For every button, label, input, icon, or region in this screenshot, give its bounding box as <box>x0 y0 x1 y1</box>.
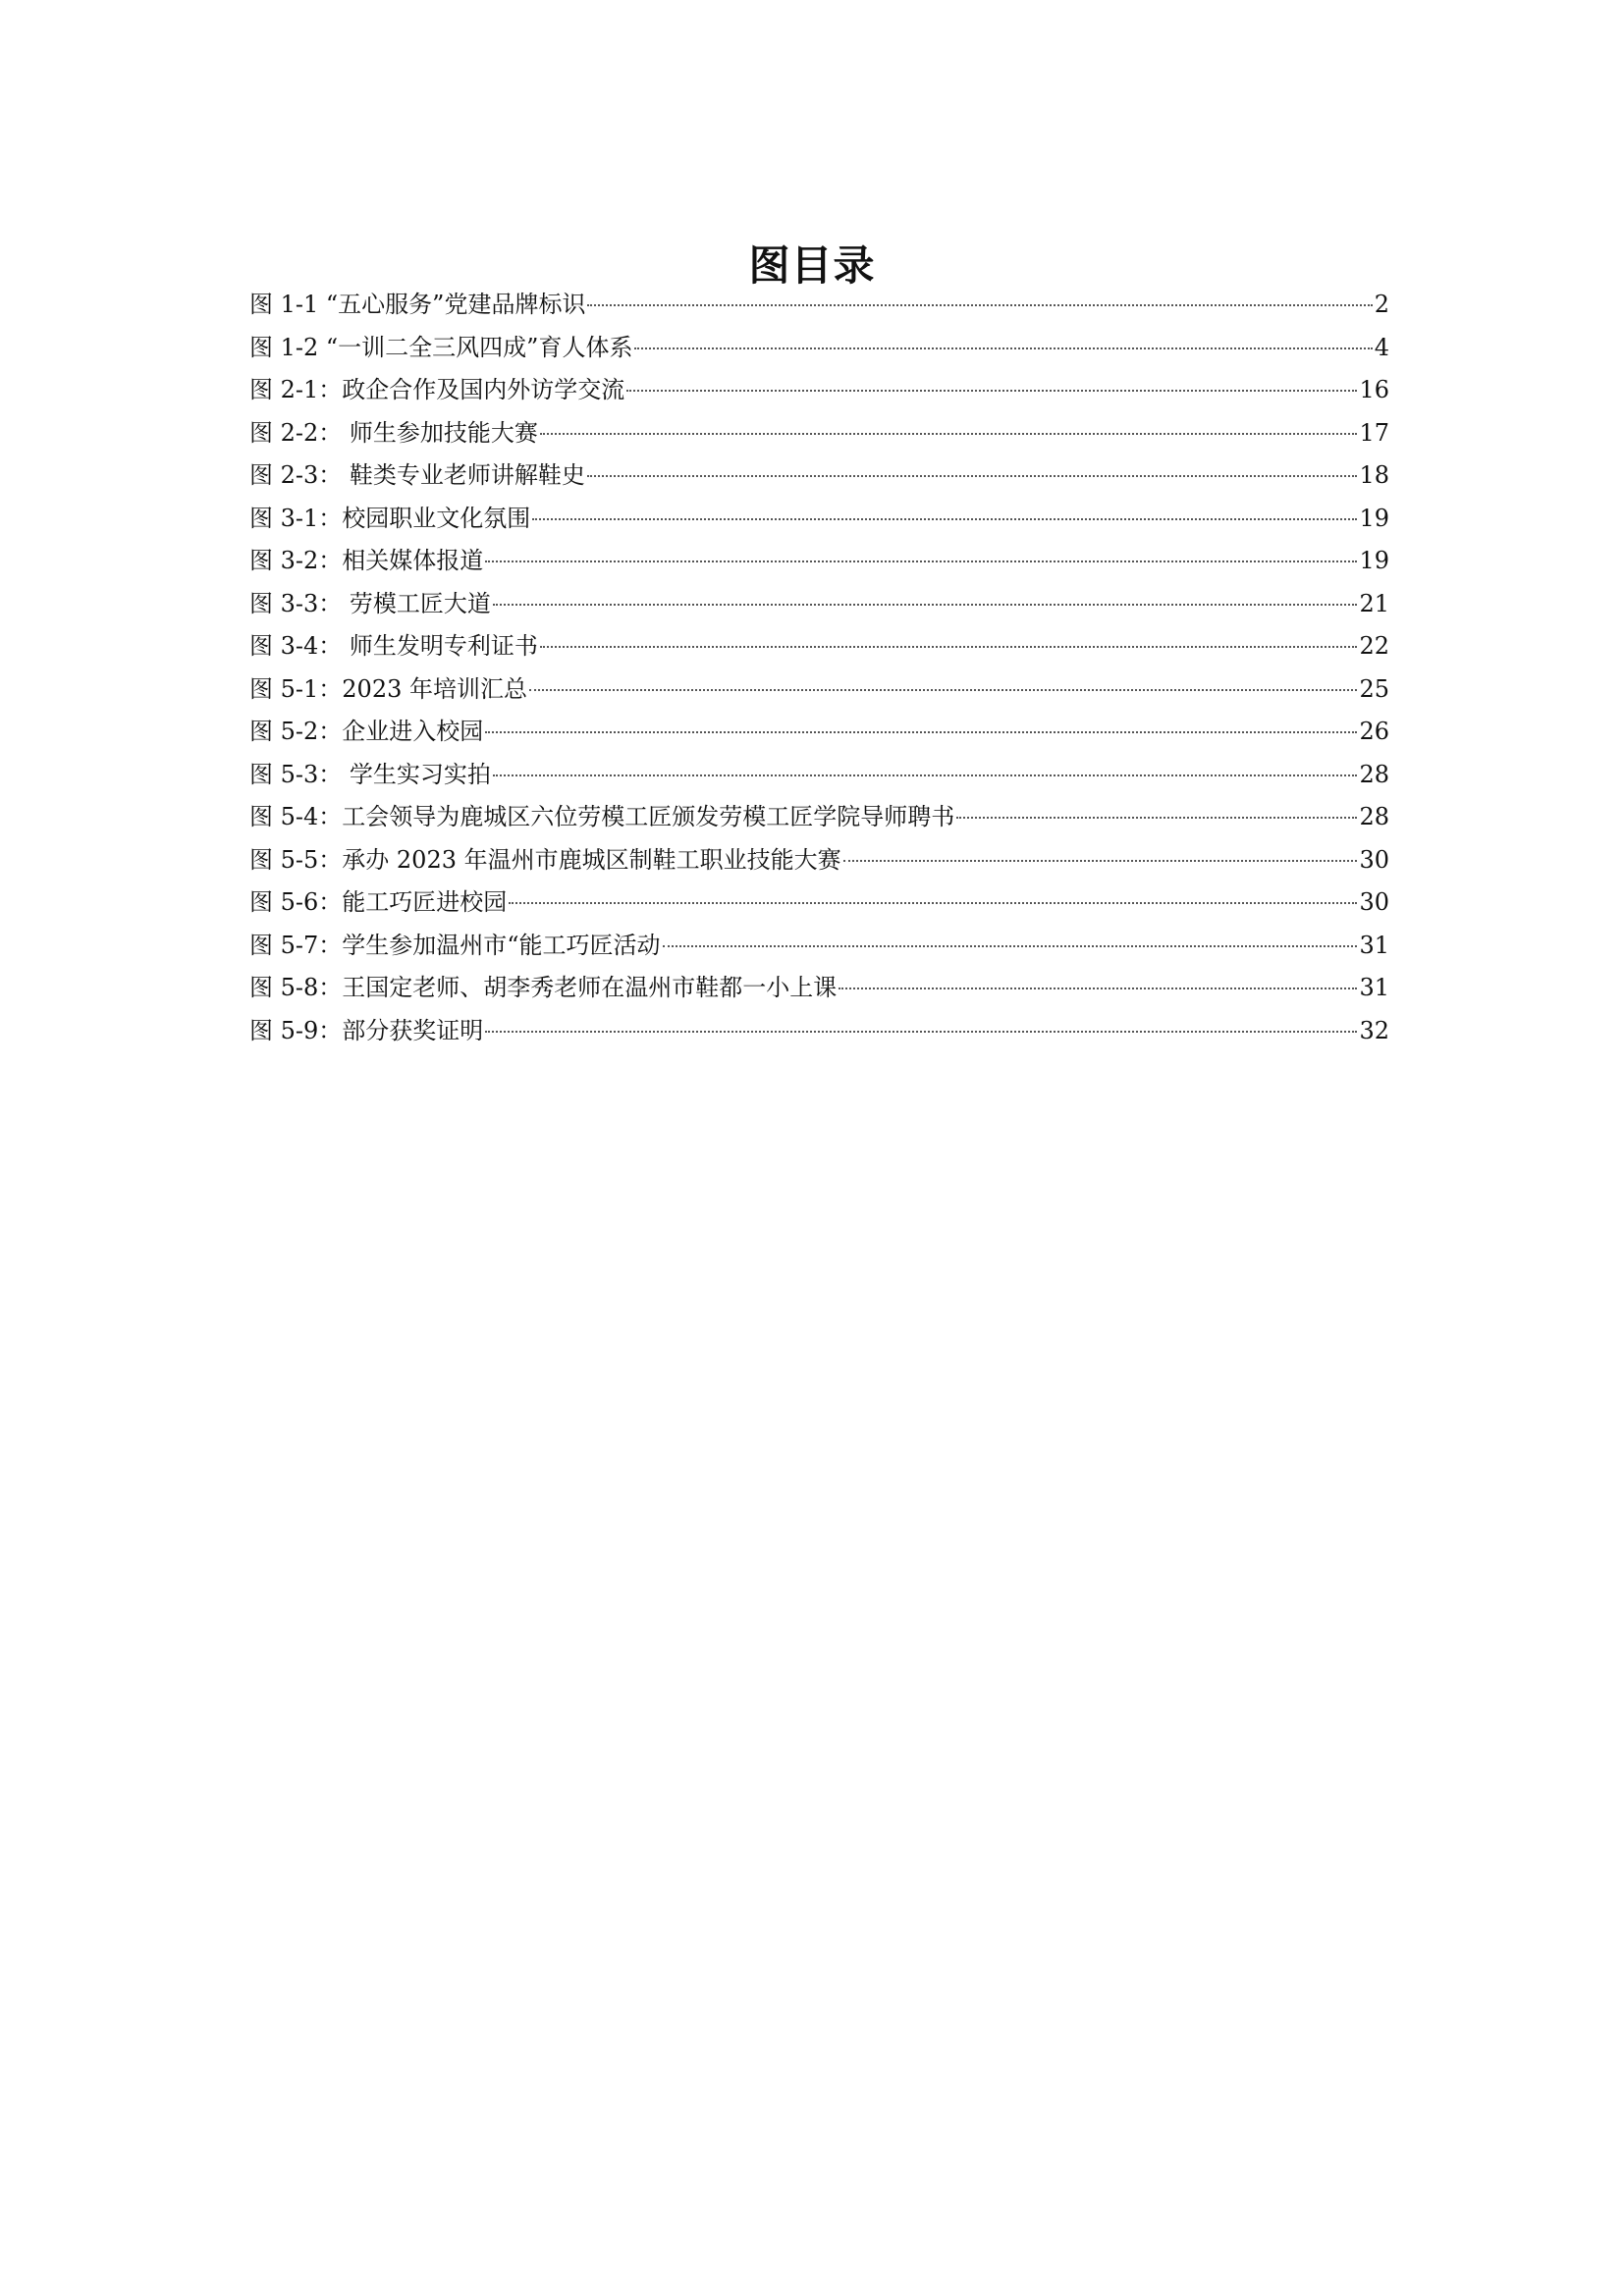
figure-list <box>249 284 1389 1052</box>
figure-entry[interactable] <box>249 711 1389 754</box>
entry-label: 图 3-3： 劳模工匠大道 <box>249 589 491 617</box>
entry-page-number: 18 <box>1359 461 1389 489</box>
entry-page-number: 19 <box>1359 504 1389 532</box>
entry-page-number: 30 <box>1359 845 1389 874</box>
entry-page-number: 2 <box>1374 291 1389 318</box>
figure-entry[interactable] <box>249 284 1389 327</box>
entry-label: 图 5-5：承办 2023 年温州市鹿城区制鞋工职业技能大赛 <box>249 845 841 874</box>
entry-page-number: 28 <box>1359 803 1389 830</box>
entry-label: 图 5-3： 学生实习实拍 <box>249 760 491 788</box>
entry-label: 图 2-3： 鞋类专业老师讲解鞋史 <box>249 461 585 489</box>
entry-label: 图 5-8：王国定老师、胡李秀老师在温州市鞋都一小上课 <box>249 974 838 1001</box>
entry-page-number: 32 <box>1359 1016 1389 1044</box>
figure-entry[interactable] <box>249 454 1389 498</box>
figure-entry[interactable] <box>249 925 1389 968</box>
entry-page-number: 31 <box>1359 931 1389 959</box>
entry-page-number: 4 <box>1374 333 1389 361</box>
figure-entry[interactable] <box>249 412 1389 455</box>
dot-leader <box>839 987 1357 989</box>
entry-page-number: 30 <box>1359 888 1389 916</box>
figure-entry[interactable] <box>249 583 1389 626</box>
figure-entry[interactable] <box>249 839 1389 882</box>
figure-entry[interactable] <box>249 668 1389 712</box>
figure-entry[interactable] <box>249 796 1389 839</box>
entry-page-number: 17 <box>1359 418 1389 447</box>
dot-leader <box>587 303 1372 306</box>
entry-page-number: 19 <box>1359 547 1389 574</box>
entry-label: 图 5-2：企业进入校园 <box>249 718 484 745</box>
dot-leader <box>485 560 1357 562</box>
dot-leader <box>532 517 1357 520</box>
dot-leader <box>634 347 1372 349</box>
dot-leader <box>485 1030 1357 1033</box>
dot-leader <box>485 730 1357 733</box>
entry-label: 图 2-2： 师生参加技能大赛 <box>249 418 538 447</box>
dot-leader <box>493 774 1358 776</box>
entry-label: 图 3-4： 师生发明专利证书 <box>249 632 538 660</box>
entry-label: 图 5-6：能工巧匠进校园 <box>249 888 508 916</box>
figure-entry[interactable] <box>249 967 1389 1010</box>
entry-page-number: 28 <box>1359 760 1389 788</box>
dot-leader <box>626 389 1357 392</box>
dot-leader <box>509 901 1357 904</box>
dot-leader <box>587 474 1358 477</box>
entry-label: 图 5-1：2023 年培训汇总 <box>249 674 527 703</box>
figure-entry[interactable] <box>249 498 1389 541</box>
entry-page-number: 16 <box>1359 376 1389 403</box>
entry-page-number: 22 <box>1359 632 1389 660</box>
entry-label: 图 3-2：相关媒体报道 <box>249 547 484 574</box>
entry-page-number: 21 <box>1359 589 1389 617</box>
dot-leader <box>540 645 1358 648</box>
dot-leader <box>529 688 1357 691</box>
entry-label: 图 1-2 “一训二全三风四成”育人体系 <box>249 333 633 361</box>
entry-label: 图 5-9：部分获奖证明 <box>249 1016 484 1044</box>
entry-label: 图 1-1 “五心服务”党建品牌标识 <box>249 291 586 318</box>
figure-entry[interactable] <box>249 1010 1389 1053</box>
figure-entry[interactable] <box>249 540 1389 583</box>
dot-leader <box>843 859 1358 862</box>
dot-leader <box>493 603 1358 606</box>
dot-leader <box>956 816 1357 819</box>
dot-leader <box>663 944 1358 947</box>
entry-label: 图 2-1：政企合作及国内外访学交流 <box>249 376 625 403</box>
entry-label: 图 3-1：校园职业文化氛围 <box>249 504 531 532</box>
figure-entry[interactable] <box>249 754 1389 797</box>
dot-leader <box>540 432 1358 435</box>
entry-page-number: 26 <box>1359 718 1389 745</box>
figure-entry[interactable] <box>249 327 1389 370</box>
entry-page-number: 25 <box>1359 674 1389 703</box>
page-title: 图目录 <box>748 241 876 291</box>
figure-entry[interactable] <box>249 881 1389 925</box>
entry-label: 图 5-7：学生参加温州市“能工巧匠活动 <box>249 931 661 959</box>
entry-page-number: 31 <box>1359 974 1389 1001</box>
entry-label: 图 5-4：工会领导为鹿城区六位劳模工匠颁发劳模工匠学院导师聘书 <box>249 803 955 830</box>
figure-entry[interactable] <box>249 625 1389 668</box>
figure-entry[interactable] <box>249 369 1389 412</box>
